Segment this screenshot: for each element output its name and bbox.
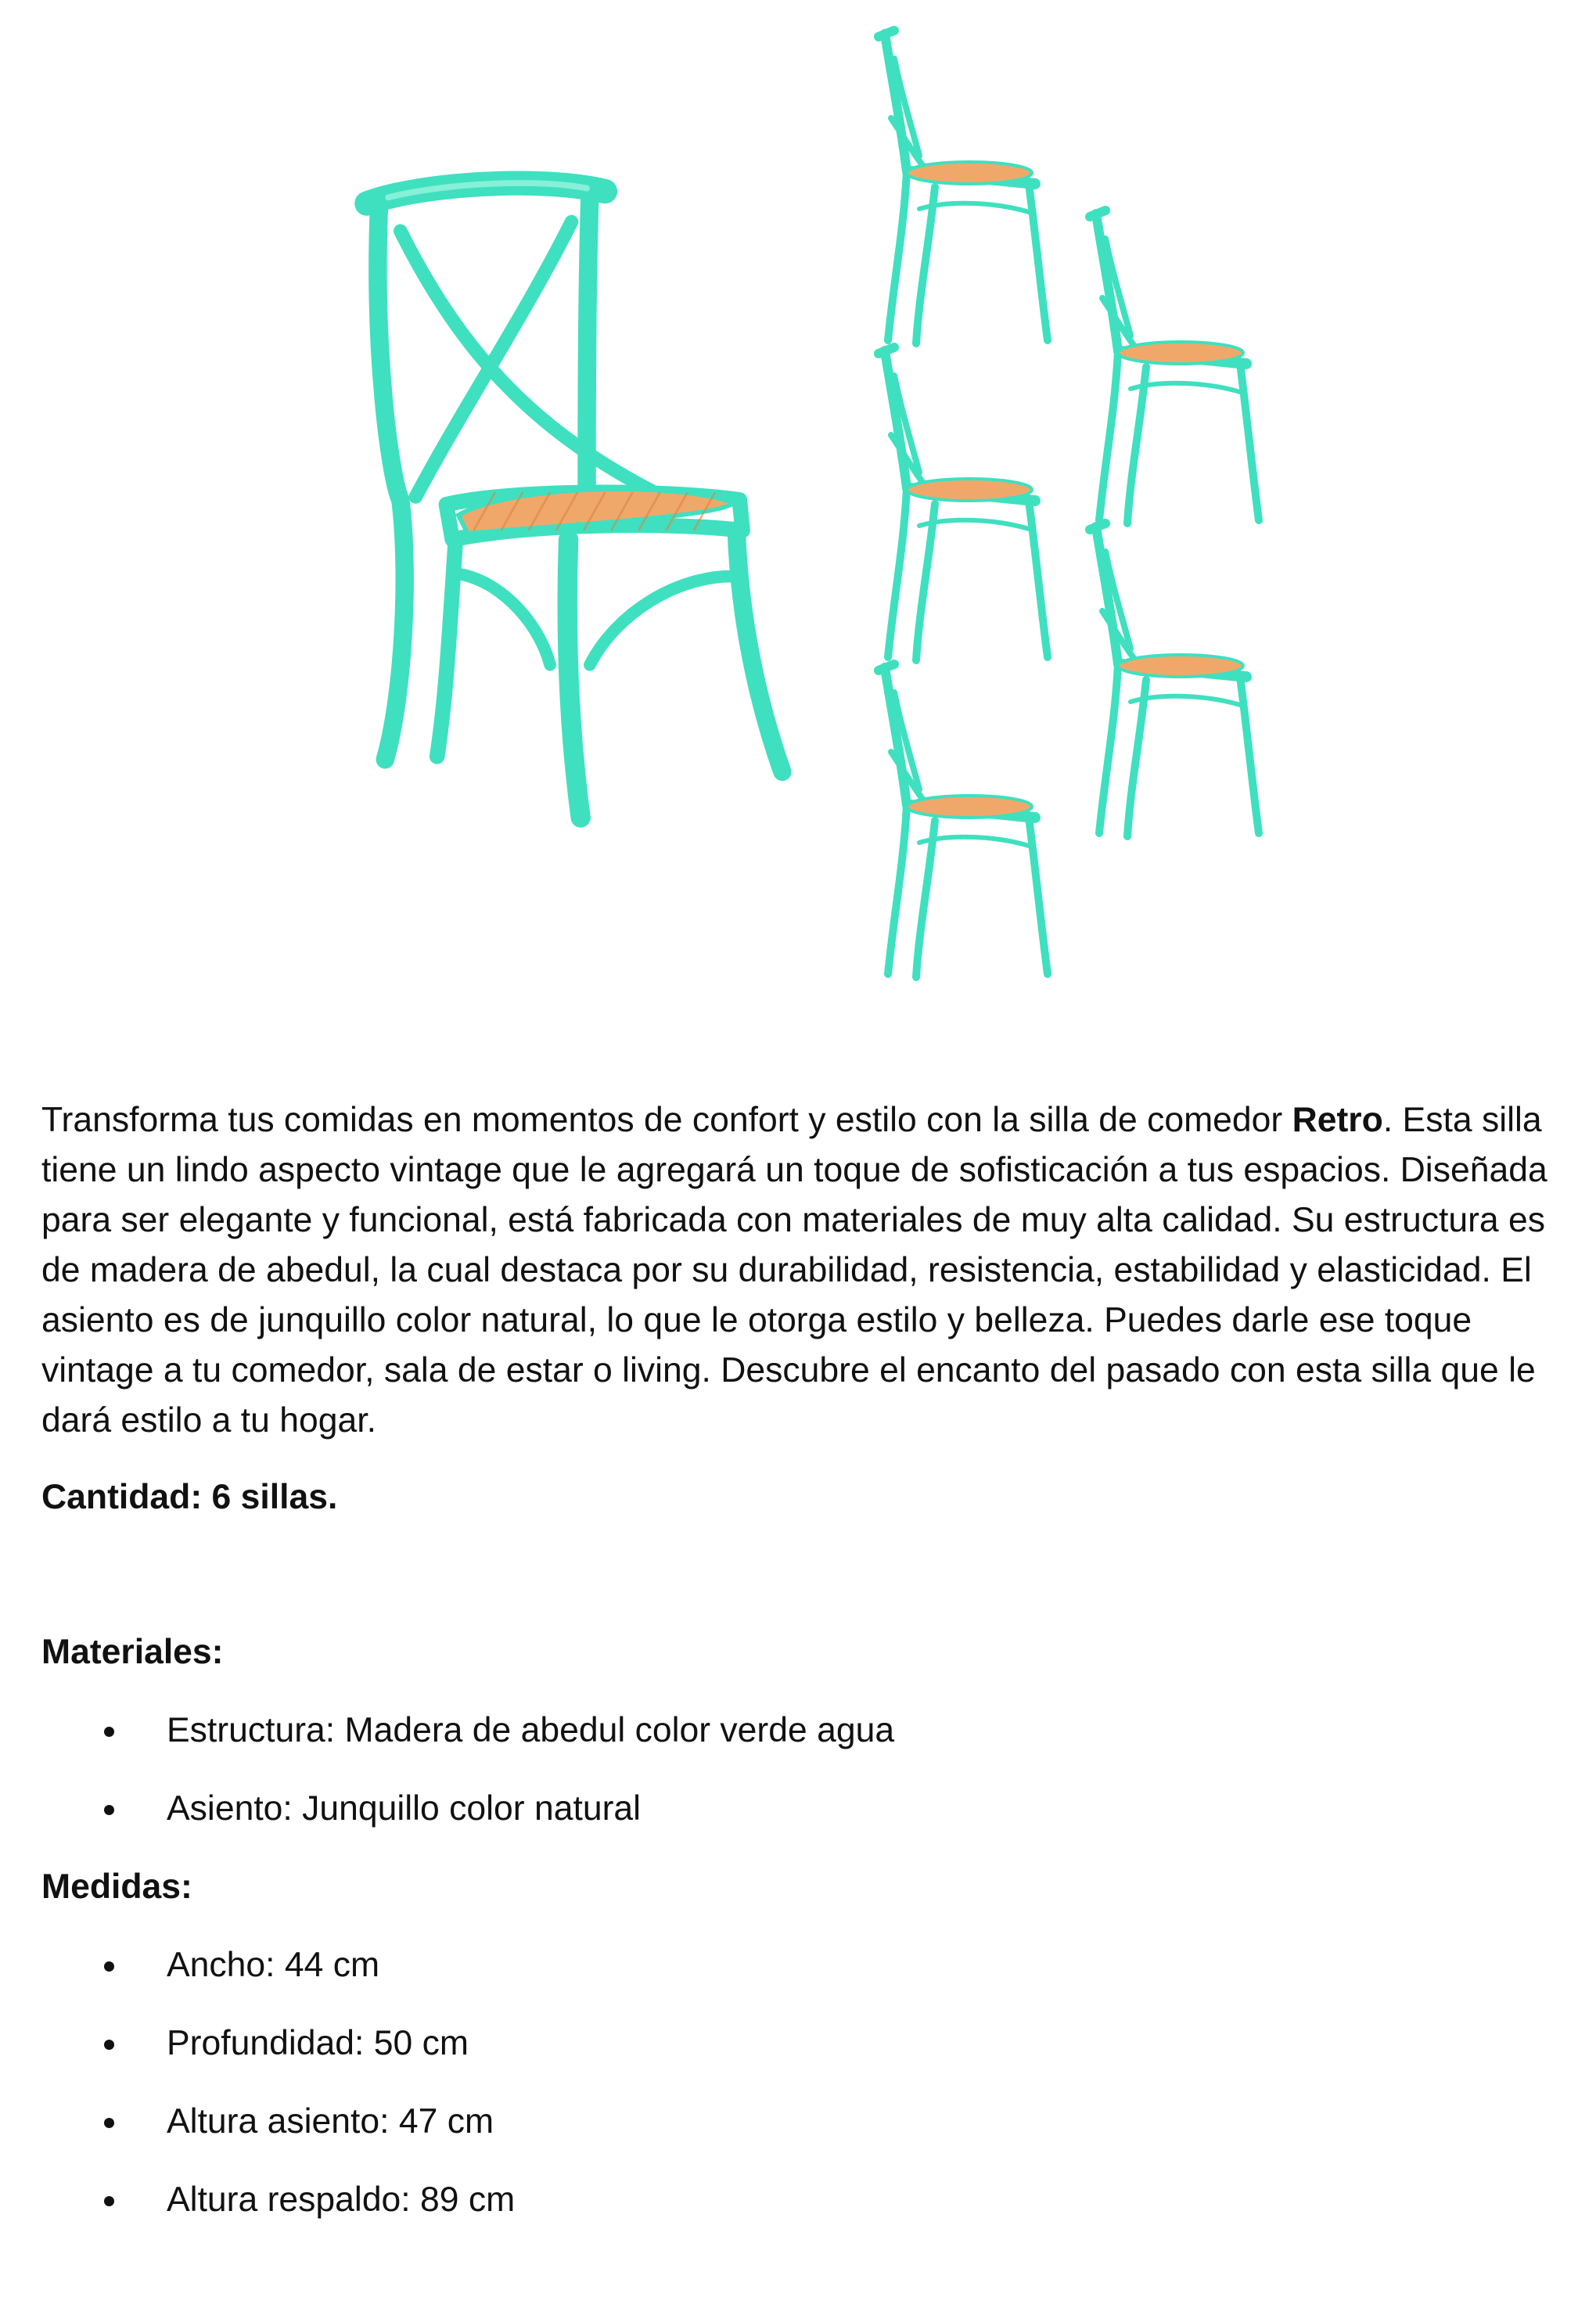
list-item: Profundidad: 50 cm: [41, 2019, 1567, 2069]
chair-icon: [356, 176, 818, 818]
quantity-text: Cantidad: 6 sillas.: [41, 1478, 338, 1516]
list-item: Altura asiento: 47 cm: [41, 2097, 1567, 2147]
chair-icon: [872, 661, 1060, 982]
description-intro: Transforma tus comidas en momentos de confort y estilo con la silla de comedor: [41, 1101, 1292, 1139]
chair-icon: [872, 27, 1060, 348]
product-images: [0, 0, 1596, 1017]
list-item: Altura respaldo: 89 cm: [41, 2175, 1567, 2225]
chair-small-image-3: [872, 344, 1060, 665]
materials-list: [41, 1706, 1567, 1834]
measures-heading: Medidas:: [41, 1868, 192, 1906]
brand-name: Retro: [1292, 1101, 1383, 1139]
chair-small-image-1: [872, 27, 1060, 348]
chair-small-image-2: [1084, 207, 1271, 528]
list-item: Ancho: 44 cm: [41, 1940, 1567, 1990]
chair-icon: [872, 344, 1060, 665]
chair-small-image-4: [1084, 520, 1271, 841]
list-item: Asiento: Junquillo color natural: [41, 1784, 1567, 1834]
materials-heading: Materiales:: [41, 1633, 224, 1671]
list-item: Estructura: Madera de abedul color verde agua: [41, 1706, 1567, 1756]
description-body: . Esta silla tiene un lindo aspecto vintage que le agregará un toque de sofisticación a tus espacios. Diseñada para ser elegante y funcional, está fabricada con materiales de muy alta calidad. Su estructura es de madera de abedul, la cual destaca por su durabilidad, resistencia, estabilidad y elasticidad. El asiento es de junquillo color natural, lo que le otorga estilo y belleza. Puedes darle ese toque vintage a tu comedor, sala de estar o living. Descubre el encanto del pasado con esta silla que le dará estilo a tu hogar.: [41, 1101, 1547, 1440]
chair-large-image: [356, 176, 818, 818]
description-paragraph: [41, 1095, 1567, 1446]
product-description: [41, 1095, 1567, 2225]
chair-small-image-5: [872, 661, 1060, 982]
chair-icon: [1084, 207, 1271, 528]
chair-icon: [1084, 520, 1271, 841]
measures-list: [41, 1940, 1567, 2225]
